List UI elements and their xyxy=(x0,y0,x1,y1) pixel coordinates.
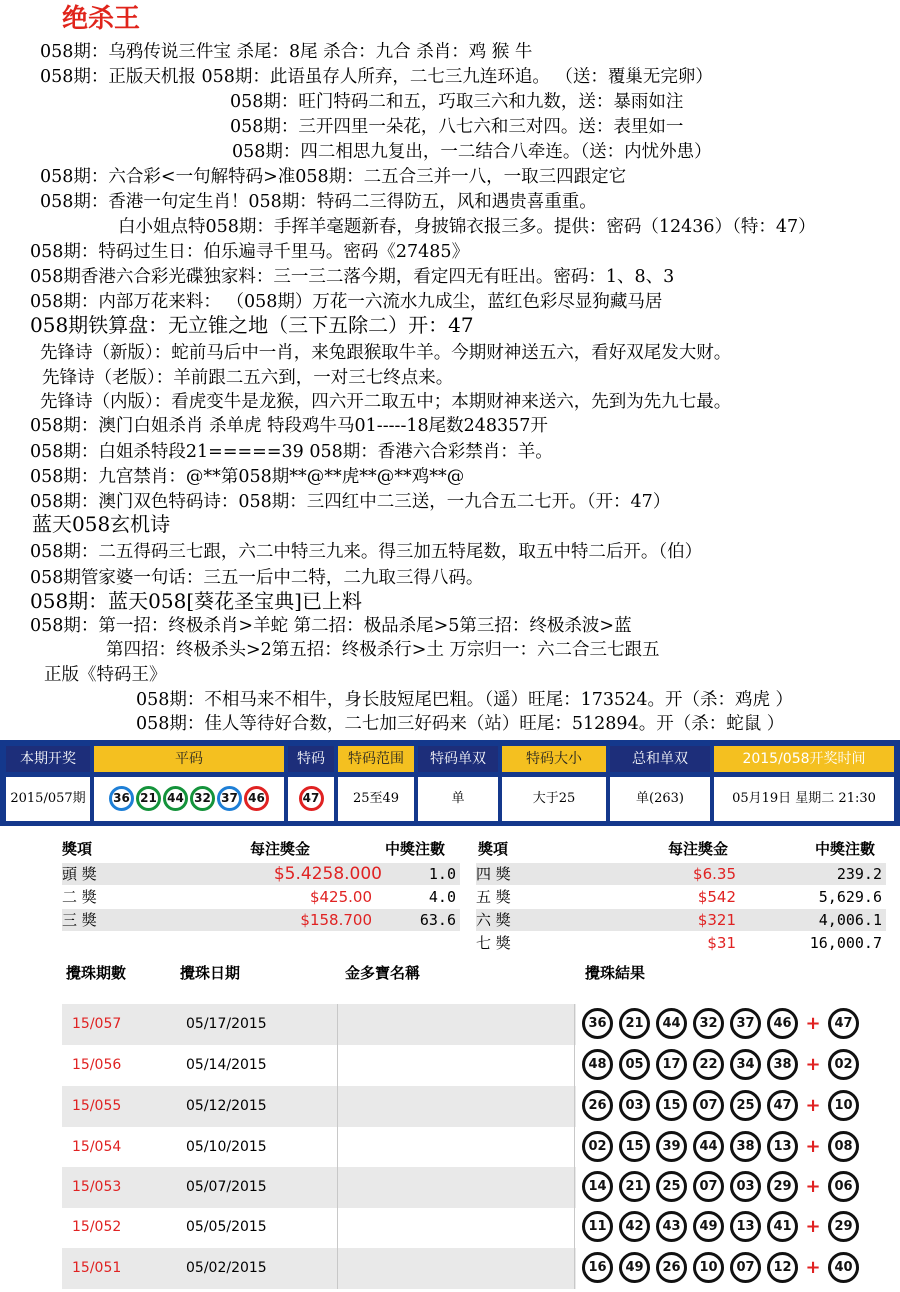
lottery-ball: 07 xyxy=(730,1252,761,1283)
lottery-ball: 46 xyxy=(767,1008,798,1039)
text-line: 058期：特码过生日：伯乐遍寻千里马。密码《27485》 xyxy=(30,242,470,262)
draw-period: 15/057 xyxy=(72,1016,122,1032)
lottery-ball: 38 xyxy=(730,1131,761,1162)
lottery-ball: 44 xyxy=(656,1008,687,1039)
text-line: 058期香港六合彩光碟独家料：三一三二落今期，看定四无有旺出。密码：1、8、3 xyxy=(30,267,675,287)
draw-balls xyxy=(576,1004,884,1045)
special-ball: 06 xyxy=(828,1171,859,1202)
lottery-ball: 29 xyxy=(767,1171,798,1202)
special-ball: 08 xyxy=(828,1131,859,1162)
prize-count: 5,629.6 xyxy=(818,888,882,906)
column-divider xyxy=(574,1248,575,1289)
text-line: 058期：佳人等待好合数，二七加三好码来（站）旺尾：512894。开（杀：蛇鼠 ） xyxy=(136,714,785,734)
special-range-value: 25至49 xyxy=(338,777,414,821)
text-line: 白小姐点特058期：手挥羊毫题新春，身披锦衣报三多。提供：密码（12436）（特：47） xyxy=(118,217,816,237)
prize-amount: $158.700 xyxy=(300,911,372,929)
text-line: 正版《特码王》 xyxy=(44,665,167,685)
special-size-value: 大于25 xyxy=(502,777,606,821)
prize-name: 頭 獎 xyxy=(62,865,97,883)
lottery-ball: 22 xyxy=(693,1049,724,1080)
draw-row xyxy=(62,1167,884,1208)
lottery-ball: 48 xyxy=(582,1049,613,1080)
prize-name: 四 獎 xyxy=(476,865,511,883)
draws-header-results: 攪珠結果 xyxy=(585,964,646,982)
plus-icon: + xyxy=(805,1095,821,1116)
text-line: 058期：蓝天058[葵花圣宝典]已上料 xyxy=(30,589,362,613)
lottery-ball: 36 xyxy=(582,1008,613,1039)
column-divider xyxy=(574,1207,575,1248)
text-line: 058期：二五得码三七跟，六二中特三九来。得三加五特尾数，取五中特二后开。（伯） xyxy=(30,542,703,562)
lottery-ball: 37 xyxy=(730,1008,761,1039)
page-title: 绝杀王 xyxy=(62,4,141,34)
column-divider xyxy=(574,1086,575,1127)
text-line: 058期：六合彩<一句解特码>准058期：二五合三并一八，一取三四跟定它 xyxy=(40,167,627,187)
header-special-parity: 特码单双 xyxy=(418,746,498,772)
text-line: 第四招：终极杀头>2第五招：终极杀行>土 万宗归一：六二合三七跟五 xyxy=(106,640,660,660)
column-divider xyxy=(574,1045,575,1086)
lottery-ball: 11 xyxy=(582,1211,613,1242)
lottery-ball: 14 xyxy=(582,1171,613,1202)
draw-date: 05/10/2015 xyxy=(186,1139,267,1155)
lottery-ball: 05 xyxy=(619,1049,650,1080)
lottery-ball: 07 xyxy=(693,1090,724,1121)
prize-amount: $6.35 xyxy=(693,865,736,883)
special-ball: 02 xyxy=(828,1049,859,1080)
lottery-ball: 32 xyxy=(693,1008,724,1039)
special-ball: 47 xyxy=(299,786,324,811)
text-line: 058期：澳门白姐杀肖 杀单虎 特段鸡牛马01-----18尾数248357开 xyxy=(30,416,548,436)
text-line: 058期：澳门双色特码诗：058期：三四红中二三送，一九合五二七开。（开：47） xyxy=(30,492,671,512)
draws-header-name: 金多寶名稱 xyxy=(345,964,421,982)
text-line: 058期：九宫禁肖：@**第058期**@**虎**@**鸡**@ xyxy=(30,467,465,487)
draw-date: 05/17/2015 xyxy=(186,1016,267,1032)
header-current-draw: 本期开奖 xyxy=(6,746,90,772)
plus-icon: + xyxy=(805,1136,821,1157)
column-divider xyxy=(337,1167,338,1208)
draw-balls xyxy=(576,1086,884,1127)
lottery-ball: 03 xyxy=(619,1090,650,1121)
column-divider xyxy=(337,1127,338,1168)
text-line: 058期管家婆一句话：三五一后中二特，二九取三得八码。 xyxy=(30,568,484,588)
text-line: 058期：乌鸦传说三件宝 杀尾：8尾 杀合：九合 杀肖：鸡 猴 牛 xyxy=(40,42,533,62)
plus-icon: + xyxy=(805,1013,821,1034)
lottery-ball: 03 xyxy=(730,1171,761,1202)
text-line: 058期：香港一句定生肖！058期：特码二三得防五，风和遇贵喜重重。 xyxy=(40,192,597,212)
column-divider xyxy=(337,1004,338,1045)
prize-row xyxy=(476,886,886,908)
special-parity-value: 单 xyxy=(418,777,498,821)
lottery-ball: 32 xyxy=(190,786,215,811)
text-line: 058期：正版天机报 058期：此语虽存人所弃，二七三九连环追。 （送：覆巢无完卵） xyxy=(40,67,713,87)
prize-count: 239.2 xyxy=(836,865,882,883)
lottery-ball: 47 xyxy=(767,1090,798,1121)
next-draw-time-value: 05月19日 星期二 21:30 xyxy=(714,777,894,821)
lottery-ball: 38 xyxy=(767,1049,798,1080)
prize-count: 63.6 xyxy=(419,911,456,929)
lottery-ball: 49 xyxy=(693,1211,724,1242)
text-line: 058期：不相马来不相牛，身长肢短尾巴粗。（遥）旺尾：173524。开（杀：鸡虎 ） xyxy=(136,690,794,710)
prize-row xyxy=(476,932,886,954)
lottery-ball: 39 xyxy=(656,1131,687,1162)
column-divider xyxy=(337,1045,338,1086)
lottery-ball: 07 xyxy=(693,1171,724,1202)
lottery-ball: 15 xyxy=(656,1090,687,1121)
text-line: 058期铁算盘：无立锥之地（三下五除二）开：47 xyxy=(30,313,474,337)
prize-amount: $542 xyxy=(697,888,736,906)
regular-balls xyxy=(94,777,284,821)
prize-row xyxy=(62,909,460,931)
plus-icon: + xyxy=(805,1176,821,1197)
prize-name: 五 獎 xyxy=(476,888,511,906)
prize-amount: $31 xyxy=(707,934,736,952)
text-line: 先锋诗（内版）：看虎变牛是龙猴，四六开二取五中；本期财神来送六，先到为先九七最。 xyxy=(40,392,732,412)
prize-header-name: 獎項 xyxy=(62,840,93,858)
draw-date: 05/12/2015 xyxy=(186,1098,267,1114)
prize-amount: $5.4258.000 xyxy=(273,864,382,884)
draw-row xyxy=(62,1004,884,1045)
prize-name: 二 獎 xyxy=(62,888,97,906)
lottery-ball: 46 xyxy=(244,786,269,811)
draw-period: 15/053 xyxy=(72,1179,122,1195)
text-line: 蓝天058玄机诗 xyxy=(32,512,171,536)
draw-row xyxy=(62,1086,884,1127)
draw-row xyxy=(62,1248,884,1289)
plus-icon: + xyxy=(805,1054,821,1075)
draw-period: 15/056 xyxy=(72,1057,122,1073)
draw-row xyxy=(62,1127,884,1168)
text-line: 058期：白姐杀特段21=====39 058期：香港六合彩禁肖：羊。 xyxy=(30,442,553,462)
draw-period: 15/051 xyxy=(72,1260,122,1276)
column-divider xyxy=(574,1004,575,1045)
special-ball: 47 xyxy=(828,1008,859,1039)
draw-date: 05/07/2015 xyxy=(186,1179,267,1195)
prize-row xyxy=(62,886,460,908)
lottery-ball: 13 xyxy=(767,1131,798,1162)
lottery-ball: 44 xyxy=(693,1131,724,1162)
text-line: 058期：第一招：终极杀肖>羊蛇 第二招：极品杀尾>5第三招：终极杀波>蓝 xyxy=(30,616,632,636)
header-special-range: 特码范围 xyxy=(338,746,414,772)
prize-count: 4.0 xyxy=(428,888,456,906)
column-divider xyxy=(337,1207,338,1248)
draw-row xyxy=(62,1045,884,1086)
header-sum-parity: 总和单双 xyxy=(610,746,710,772)
draw-balls xyxy=(576,1127,884,1168)
text-line: 058期：四二相思九复出，一二结合八牵连。（送：内忧外患） xyxy=(232,142,712,162)
lottery-ball: 10 xyxy=(693,1252,724,1283)
text-line: 058期：三开四里一朵花，八七六和三对四。送：表里如一 xyxy=(230,117,684,137)
draw-period: 15/052 xyxy=(72,1219,122,1235)
lottery-ball: 21 xyxy=(136,786,161,811)
prize-count: 4,006.1 xyxy=(818,911,882,929)
prize-name: 六 獎 xyxy=(476,911,511,929)
column-divider xyxy=(574,1167,575,1208)
draws-header-period: 攪珠期數 xyxy=(66,964,127,982)
lottery-ball: 34 xyxy=(730,1049,761,1080)
text-line: 058期：内部万花来料： （058期）万花一六流水九成尘，蓝红色彩尽显狗藏马居 xyxy=(30,292,663,312)
lottery-ball: 26 xyxy=(582,1090,613,1121)
prize-count: 1.0 xyxy=(428,865,456,883)
prize-header-count: 中獎注數 xyxy=(385,840,446,858)
lottery-ball: 12 xyxy=(767,1252,798,1283)
prize-row xyxy=(476,863,886,885)
draw-date: 05/02/2015 xyxy=(186,1260,267,1276)
lottery-ball: 43 xyxy=(656,1211,687,1242)
column-divider xyxy=(574,1127,575,1168)
prize-name: 三 獎 xyxy=(62,911,97,929)
special-ball: 29 xyxy=(828,1211,859,1242)
header-special-number: 特码 xyxy=(288,746,334,772)
text-line: 058期：旺门特码二和五，巧取三六和九数，送：暴雨如注 xyxy=(230,92,684,112)
lottery-ball: 26 xyxy=(656,1252,687,1283)
draw-balls xyxy=(576,1207,884,1248)
prize-header-amount: 每注獎金 xyxy=(250,840,311,858)
lottery-ball: 17 xyxy=(656,1049,687,1080)
draw-period: 15/054 xyxy=(72,1139,122,1155)
special-ball-cell xyxy=(288,777,334,821)
text-line: 先锋诗（新版）：蛇前马后中一肖，来兔跟猴取牛羊。今期财神送五六，看好双尾发大财。 xyxy=(40,343,732,363)
header-special-size: 特码大小 xyxy=(502,746,606,772)
prize-row xyxy=(62,863,460,885)
draw-balls xyxy=(576,1045,884,1086)
lottery-ball: 25 xyxy=(656,1171,687,1202)
lottery-ball: 21 xyxy=(619,1008,650,1039)
prize-amount: $321 xyxy=(697,911,736,929)
prize-name: 七 獎 xyxy=(476,934,511,952)
prize-amount: $425.00 xyxy=(309,888,372,906)
draws-header-date: 攪珠日期 xyxy=(180,964,241,982)
lottery-ball: 41 xyxy=(767,1211,798,1242)
draw-date: 05/05/2015 xyxy=(186,1219,267,1235)
draw-period: 15/055 xyxy=(72,1098,122,1114)
draw-row xyxy=(62,1207,884,1248)
prize-header-name: 獎項 xyxy=(478,840,509,858)
lottery-ball: 49 xyxy=(619,1252,650,1283)
lottery-ball: 42 xyxy=(619,1211,650,1242)
column-divider xyxy=(337,1086,338,1127)
lottery-ball: 37 xyxy=(217,786,242,811)
prize-count: 16,000.7 xyxy=(809,934,882,952)
prize-header-count: 中獎注數 xyxy=(815,840,876,858)
lottery-ball: 15 xyxy=(619,1131,650,1162)
special-ball: 10 xyxy=(828,1090,859,1121)
draw-balls xyxy=(576,1167,884,1208)
sum-parity-value: 单(263) xyxy=(610,777,710,821)
lottery-ball: 02 xyxy=(582,1131,613,1162)
prize-row xyxy=(476,909,886,931)
plus-icon: + xyxy=(805,1216,821,1237)
header-next-draw-time: 2015/058开奖时间 xyxy=(714,746,894,772)
prize-header-amount: 每注獎金 xyxy=(668,840,729,858)
lottery-ball: 36 xyxy=(109,786,134,811)
lottery-ball: 44 xyxy=(163,786,188,811)
plus-icon: + xyxy=(805,1257,821,1278)
lottery-ball: 21 xyxy=(619,1171,650,1202)
draw-date: 05/14/2015 xyxy=(186,1057,267,1073)
special-ball: 40 xyxy=(828,1252,859,1283)
header-regular-numbers: 平码 xyxy=(94,746,284,772)
lottery-ball: 25 xyxy=(730,1090,761,1121)
text-line: 先锋诗（老版）：羊前跟二五六到，一对三七终点来。 xyxy=(42,368,454,388)
lottery-ball: 16 xyxy=(582,1252,613,1283)
draw-period: 2015/057期 xyxy=(6,777,90,821)
column-divider xyxy=(337,1248,338,1289)
lottery-ball: 13 xyxy=(730,1211,761,1242)
draw-balls xyxy=(576,1248,884,1289)
